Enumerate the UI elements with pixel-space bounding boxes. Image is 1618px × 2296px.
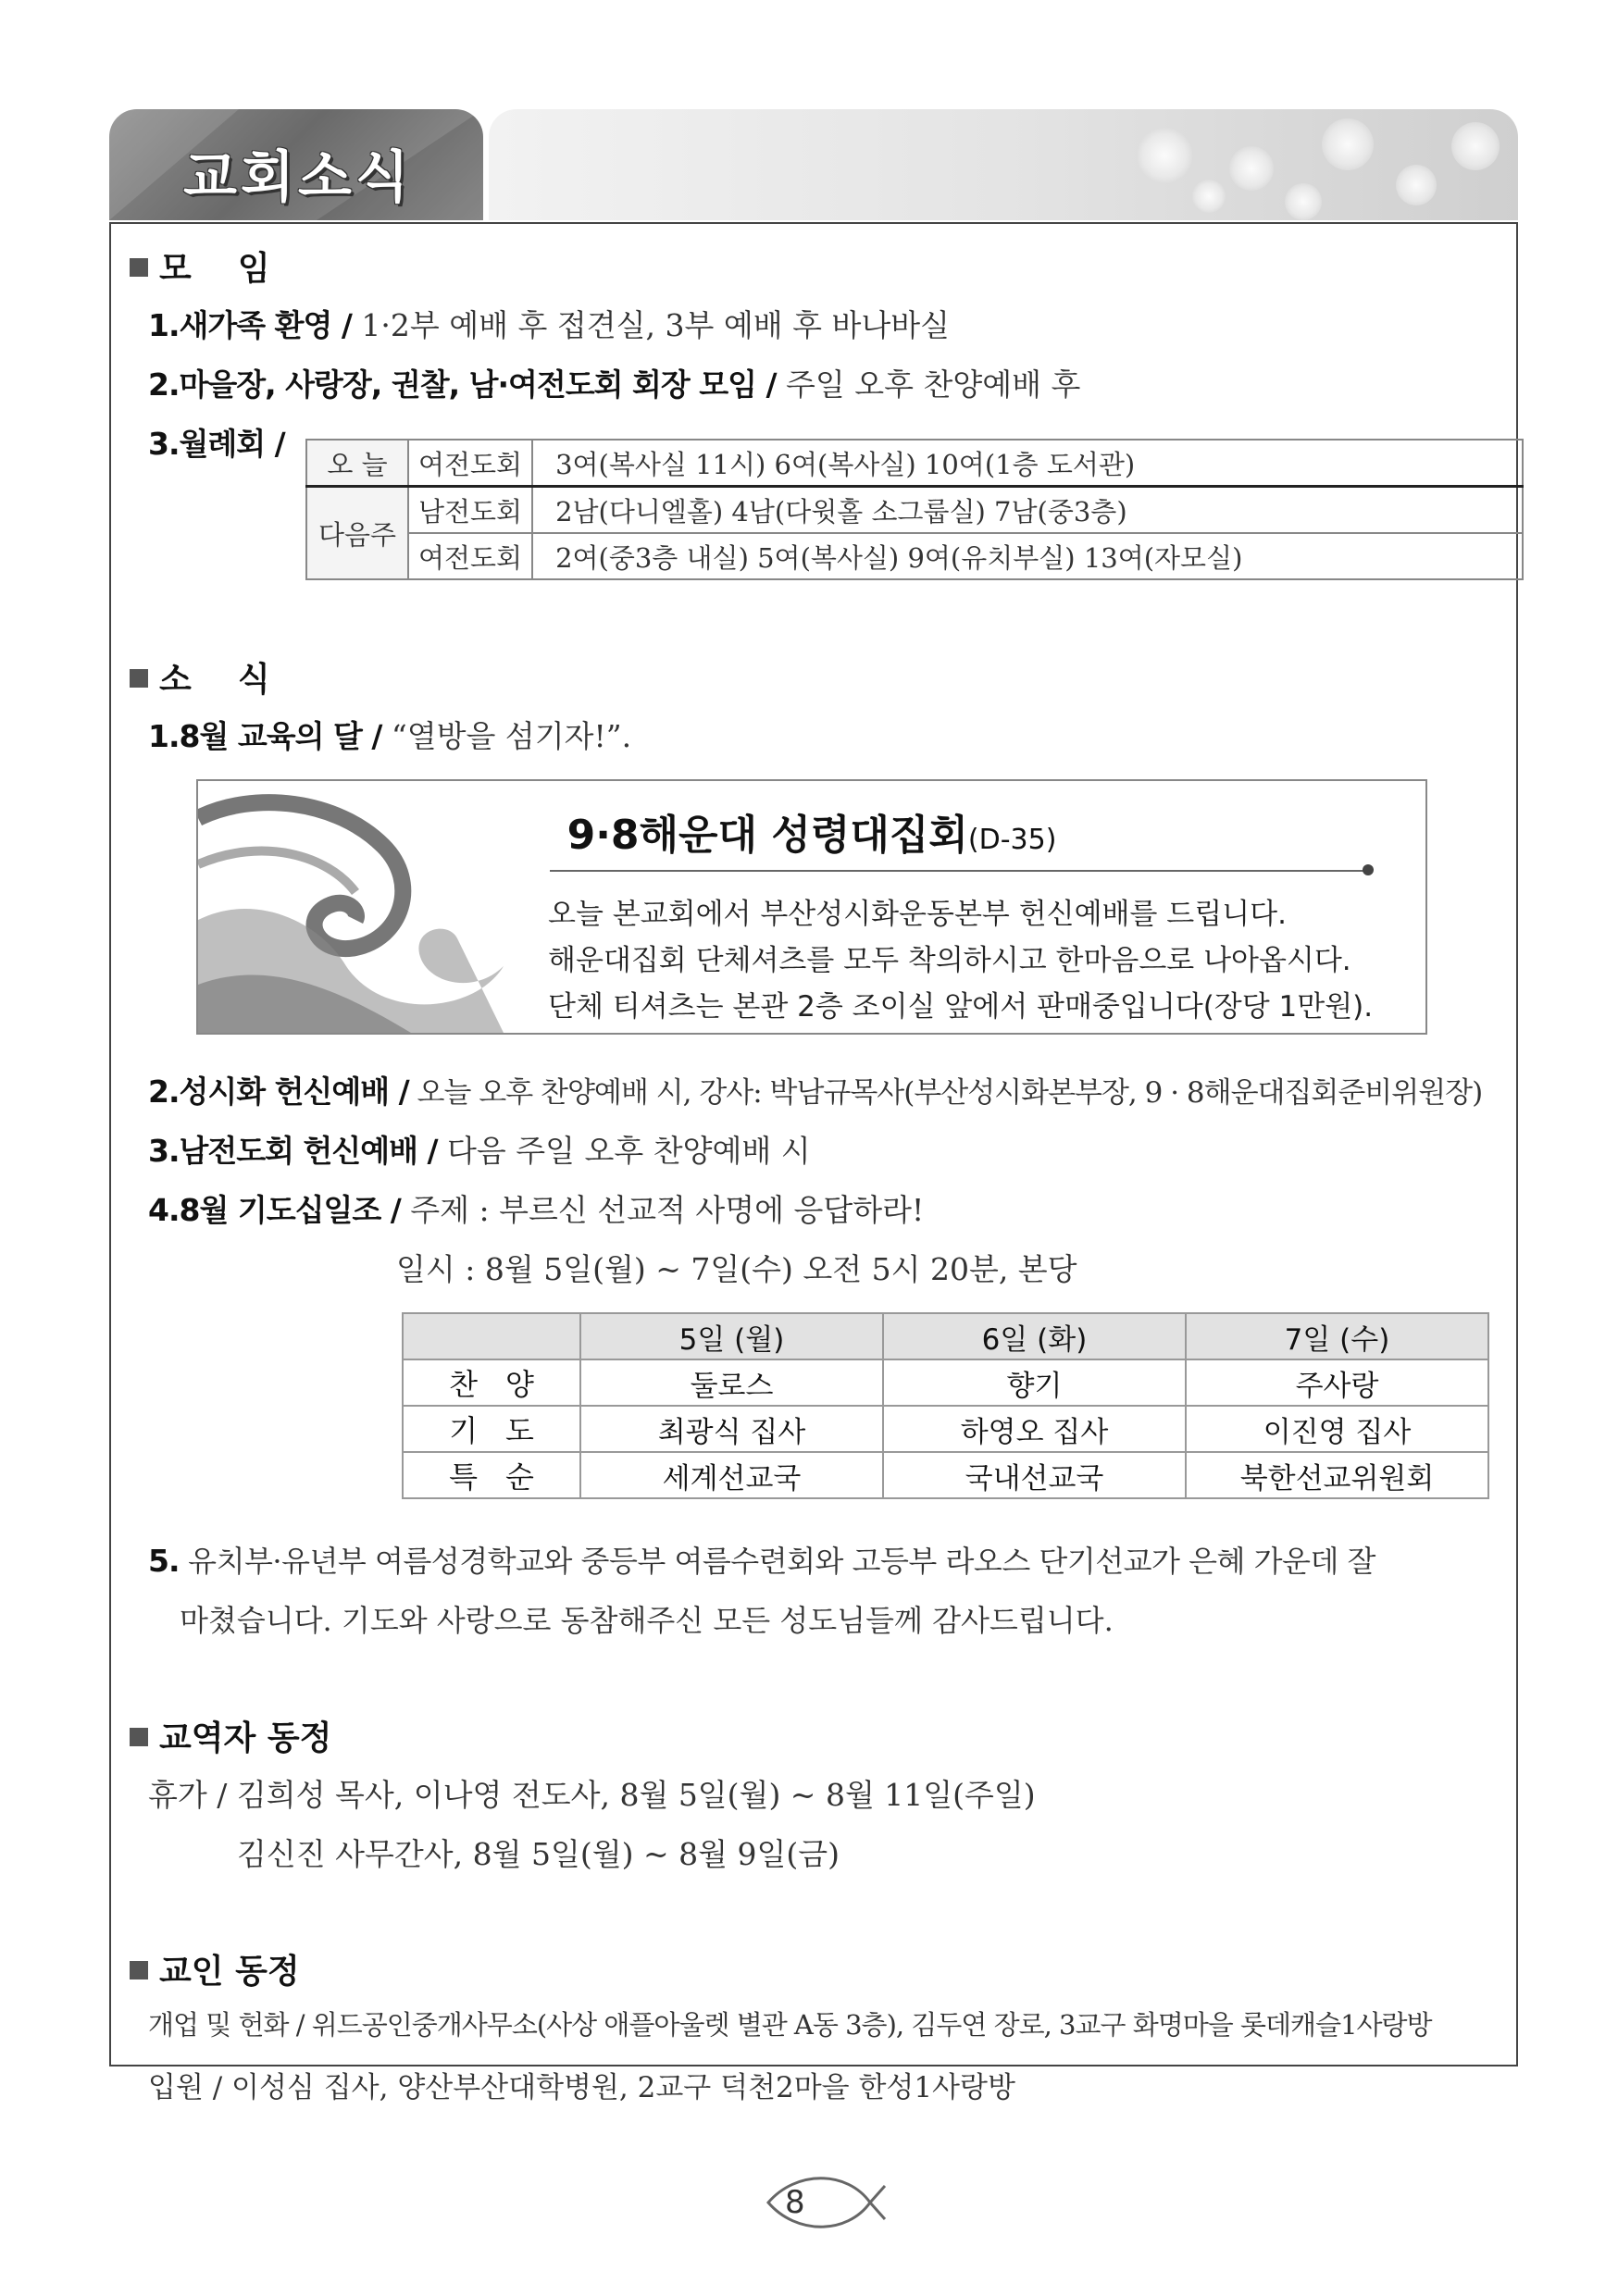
table-cell: 최광식 집사	[580, 1406, 883, 1452]
period-cell: 다음주	[306, 487, 408, 580]
moim-item-1: 1.새가족 환영 / 1·2부 예배 후 접견실, 3부 예배 후 바나바실	[148, 307, 950, 343]
table-cell: 세계선교국	[580, 1452, 883, 1498]
blossom-decoration	[1451, 122, 1500, 170]
table-cell: 하영오 집사	[883, 1406, 1186, 1452]
staff-line-1: 휴가 / 김희성 목사, 이나영 전도사, 8월 5일(월) ~ 8월 11일(주일)	[148, 1777, 1036, 1813]
role-cell: 기도	[403, 1406, 580, 1452]
page-number: 8	[785, 2184, 805, 2221]
sosik-item-5-line-2: 마쳤습니다. 기도와 사랑으로 동참해주신 모든 성도님들께 감사드립니다.	[180, 1603, 1114, 1638]
section-title-staff: 교역자 동정	[130, 1712, 331, 1759]
banner-line-2: 해운대집회 단체셔츠를 모두 착의하시고 한마음으로 나아옵시다.	[548, 944, 1351, 977]
header-tab	[109, 109, 483, 220]
table-cell: 주사랑	[1186, 1359, 1488, 1406]
role-cell: 찬양	[403, 1359, 580, 1406]
group-cell: 남전도회	[408, 487, 532, 534]
section-title-moim: 모 임	[130, 242, 270, 290]
day-header: 7일 (수)	[1186, 1313, 1488, 1359]
blossom-decoration	[1137, 128, 1192, 183]
header-banner	[489, 109, 1518, 220]
sosik-item-1: 1.8월 교육의 달 / “열방을 섬기자!”.	[148, 718, 632, 754]
blossom-decoration	[1322, 118, 1374, 170]
role-cell: 특순	[403, 1452, 580, 1498]
detail-cell: 2남(다니엘홀) 4남(다윗홀 소그룹실) 7남(중3층)	[532, 487, 1523, 534]
prayer-schedule: 일시 : 8월 5일(월) ~ 7일(수) 오전 5시 20분, 본당	[396, 1251, 1077, 1287]
blossom-decoration	[1285, 183, 1322, 220]
sosik-item-5-line-1: 5. 유치부·유년부 여름성경학교와 중등부 여름수련회와 고등부 라오스 단기선교가 은혜 가운데 잘	[148, 1543, 1375, 1579]
table-row	[306, 533, 1523, 579]
moim-item-2: 2.마을장, 사랑장, 권찰, 남·여전도회 회장 모임 / 주일 오후 찬양예배 후	[148, 366, 1081, 403]
table-row	[306, 487, 1523, 534]
staff-line-2: 김신진 사무간사, 8월 5일(월) ~ 8월 9일(금)	[237, 1836, 840, 1872]
table-cell: 국내선교국	[883, 1452, 1186, 1498]
sosik-item-2: 2.성시화 헌신예배 / 오늘 오후 찬양예배 시, 강사: 박남규목사(부산성시화본부장, 9 · 8해운대집회준비위원장)	[148, 1074, 1483, 1110]
square-bullet-icon	[130, 258, 148, 277]
table-cell: 향기	[883, 1359, 1186, 1406]
page-title: 교회소식	[183, 145, 413, 210]
table-cell: 둘로스	[580, 1359, 883, 1406]
blossom-decoration	[1192, 180, 1226, 213]
square-bullet-icon	[130, 1728, 148, 1746]
blossom-decoration	[1229, 146, 1274, 191]
divider-dot-icon	[1363, 864, 1374, 875]
day-header: 6일 (화)	[883, 1313, 1186, 1359]
square-bullet-icon	[130, 669, 148, 688]
table-row	[306, 440, 1523, 487]
table-cell: 이진영 집사	[1186, 1406, 1488, 1452]
prayer-table	[402, 1312, 1489, 1499]
period-cell: 오 늘	[306, 440, 408, 487]
detail-cell: 3여(복사실 11시) 6여(복사실) 10여(1층 도서관)	[532, 440, 1523, 487]
event-banner	[196, 779, 1427, 1035]
sosik-item-3: 3.남전도회 헌신예배 / 다음 주일 오후 찬양예배 시	[148, 1133, 811, 1169]
day-header: 5일 (월)	[580, 1313, 883, 1359]
square-bullet-icon	[130, 1961, 148, 1980]
table-row	[403, 1406, 1488, 1452]
group-cell: 여전도회	[408, 440, 532, 487]
blossom-decoration	[1396, 165, 1437, 205]
banner-title: 9·8해운대 성령대집회(D-35)	[566, 812, 1057, 859]
table-cell: 북한선교위원회	[1186, 1452, 1488, 1498]
members-line-1: 개업 및 헌화 / 위드공인중개사무소(사상 애플아울렛 별관 A동 3층), 김두연 장로, 3교구 화명마을 롯데캐슬1사랑방	[148, 2009, 1432, 2041]
detail-cell: 2여(중3층 내실) 5여(복사실) 9여(유치부실) 13여(자모실)	[532, 533, 1523, 579]
group-cell: 여전도회	[408, 533, 532, 579]
divider	[550, 870, 1366, 872]
banner-line-3: 단체 티셔츠는 본관 2층 조이실 앞에서 판매중입니다(장당 1만원).	[548, 990, 1374, 1024]
section-title-sosik: 소 식	[130, 653, 270, 701]
moim-item-3: 3.월례회 /	[148, 426, 285, 462]
table-row	[403, 1359, 1488, 1406]
banner-line-1: 오늘 본교회에서 부산성시화운동본부 헌신예배를 드립니다.	[548, 898, 1287, 931]
corner-cell	[403, 1313, 580, 1359]
fish-icon	[759, 2166, 889, 2240]
monthly-meeting-table	[305, 439, 1524, 580]
table-row	[403, 1452, 1488, 1498]
table-row	[403, 1313, 1488, 1359]
members-line-2: 입원 / 이성심 집사, 양산부산대학병원, 2교구 덕천2마을 한성1사랑방	[148, 2071, 1015, 2104]
section-title-members: 교인 동정	[130, 1945, 300, 1992]
sosik-item-4: 4.8월 기도십일조 / 주제 : 부르신 선교적 사명에 응답하라!	[148, 1192, 925, 1228]
